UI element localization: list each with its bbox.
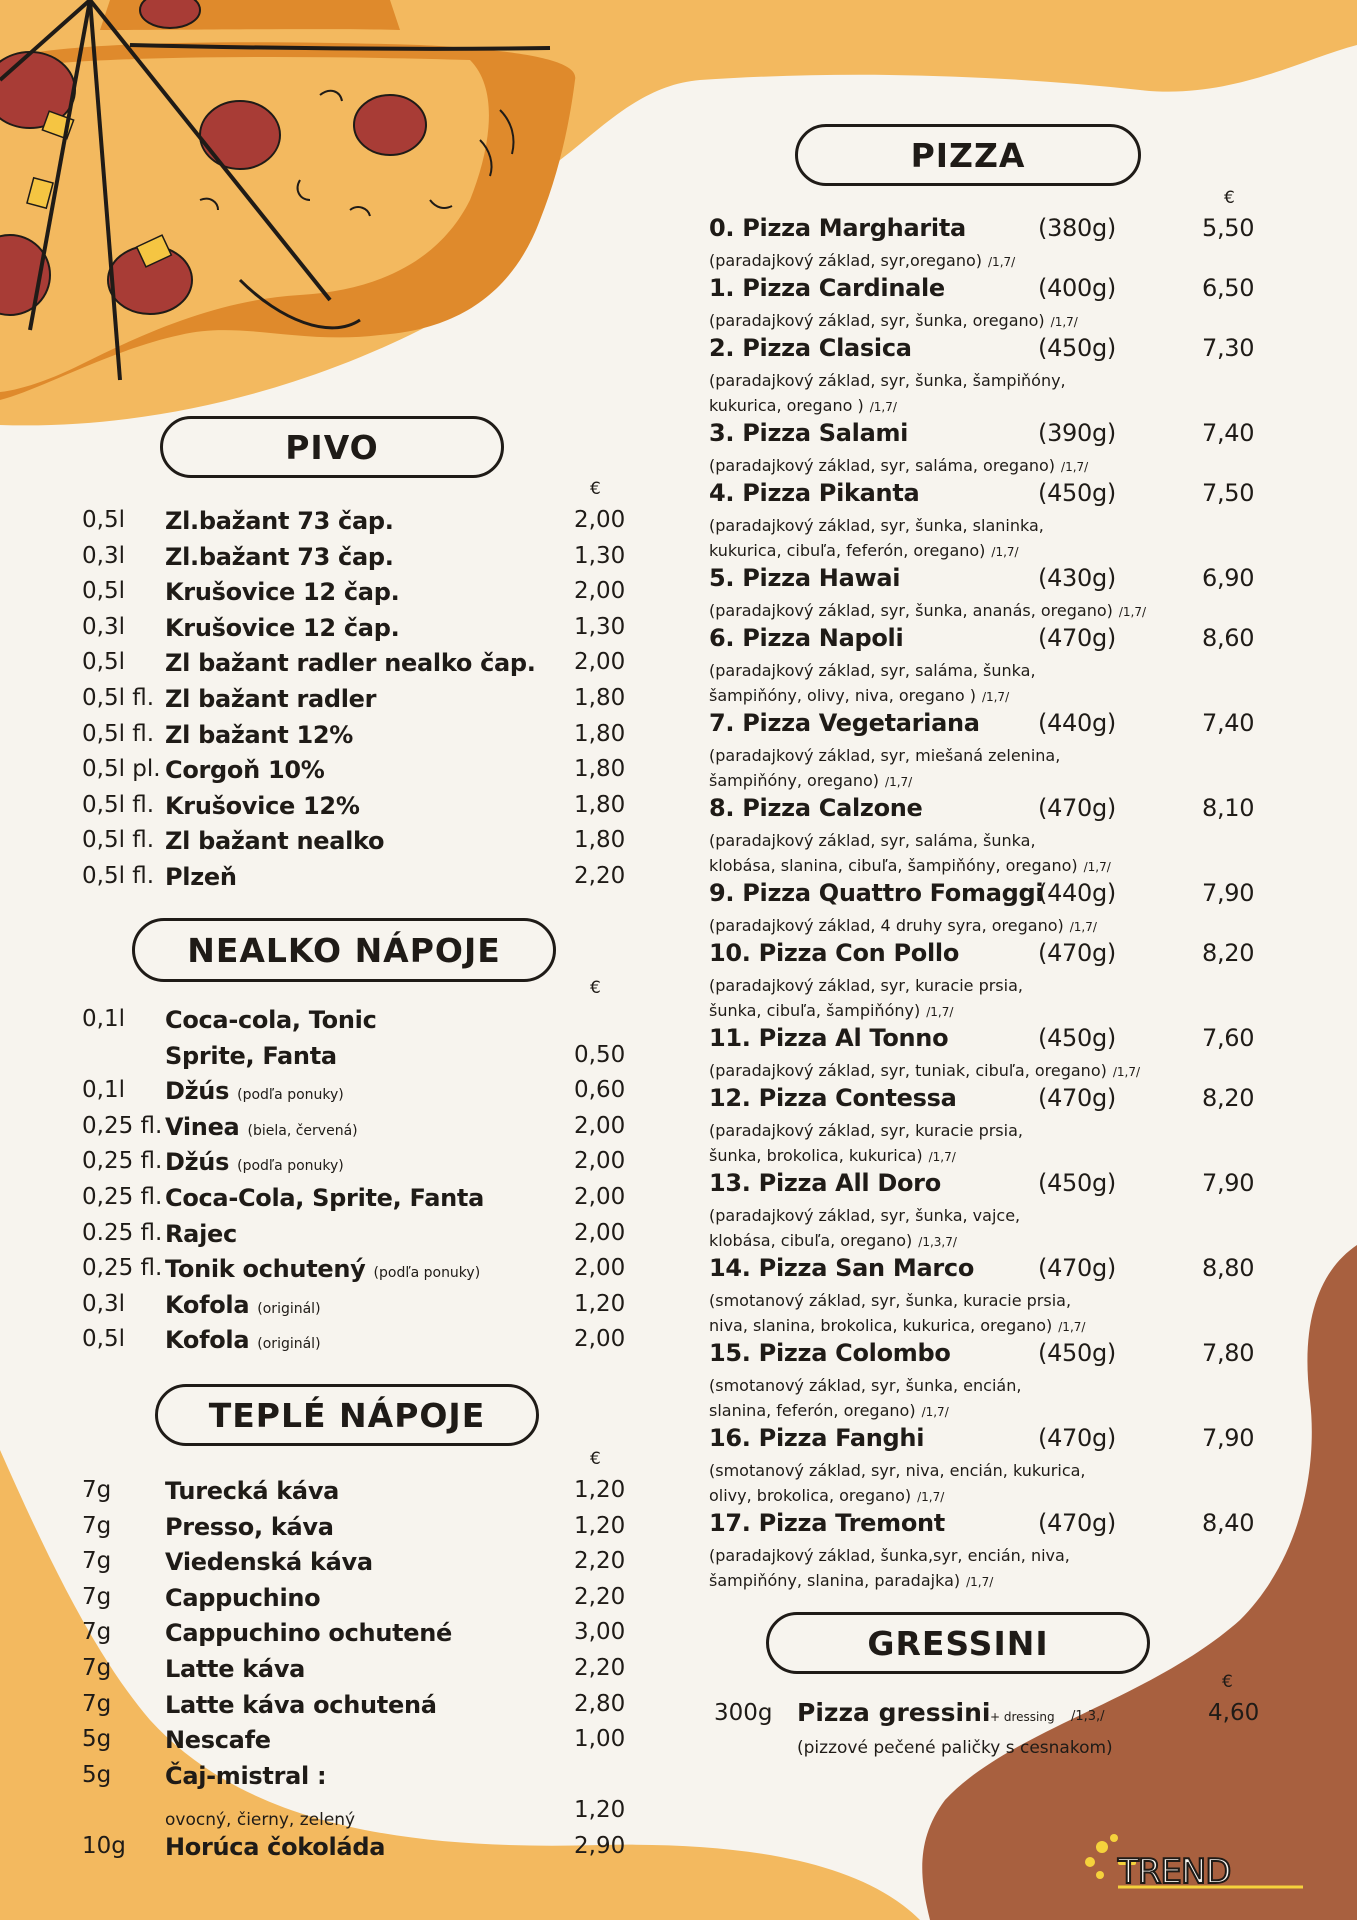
- pizza-description-line: (paradajkový základ, syr, šunka, šampiňóny,: [709, 371, 1066, 390]
- pizza-description: [709, 1458, 1179, 1510]
- gressini-name: Pizza gressini: [797, 1698, 991, 1727]
- teple-name-text: Viedenská káva: [165, 1548, 373, 1577]
- pivo-name-text: Corgoň 10%: [165, 756, 325, 785]
- pivo-name: [165, 792, 360, 820]
- nealko-note: (originál): [257, 1300, 321, 1317]
- pivo-volume: 0,5l: [82, 649, 125, 676]
- gressini-extra: + dressing: [990, 1710, 1055, 1724]
- pizza-weight: (450g): [1038, 1169, 1116, 1197]
- pizza-name: 11. Pizza Al Tonno: [709, 1024, 949, 1052]
- pivo-volume: 0,5l fl.: [82, 684, 155, 711]
- nealko-note: (podľa ponuky): [237, 1158, 344, 1175]
- brand-name: TREND: [1118, 1852, 1231, 1892]
- nealko-volume: 0,25 fl.: [82, 1183, 163, 1210]
- pizza-weight: (450g): [1038, 1024, 1116, 1052]
- teple-name-text: Čaj-mistral :: [165, 1761, 327, 1790]
- pizza-description-line: (paradajkový základ, syr, šunka, slaninka,: [709, 516, 1044, 535]
- nealko-price: 2,00: [574, 1326, 626, 1353]
- pizza-name: 14. Pizza San Marco: [709, 1254, 975, 1282]
- pizza-weight: (470g): [1038, 794, 1116, 822]
- pizza-price: 8,80: [1202, 1254, 1255, 1282]
- pizza-description: [709, 453, 1179, 480]
- pizza-price: 7,30: [1202, 334, 1255, 362]
- pizza-description-line: klobása, slanina, cibuľa, šampiňóny, oregano): [709, 856, 1078, 875]
- teple-name: [165, 1619, 452, 1647]
- pizza-price: 7,40: [1202, 709, 1255, 737]
- pizza-description: [709, 743, 1179, 795]
- pizza-weight: (470g): [1038, 1424, 1116, 1452]
- pizza-allergens: /1,7/: [1069, 920, 1097, 934]
- nealko-name: [165, 1113, 358, 1141]
- pivo-name-text: Zl bažant radler nealko čap.: [165, 649, 536, 678]
- pizza-weight: (470g): [1038, 1084, 1116, 1112]
- teple-price: 3,00: [574, 1619, 626, 1646]
- nealko-name: [165, 1148, 344, 1176]
- pizza-name: 3. Pizza Salami: [709, 419, 909, 447]
- pizza-description-line: kukurica, oregano ): [709, 396, 864, 415]
- teple-currency-symbol: €: [590, 1449, 601, 1469]
- pivo-name: [165, 721, 353, 749]
- pizza-description-line: (paradajkový základ, syr, tuniak, cibuľa, oregano): [709, 1061, 1107, 1080]
- teple-name: [165, 1726, 271, 1754]
- pizza-price: 7,90: [1202, 1424, 1255, 1452]
- gressini-weight: 300g: [714, 1700, 773, 1726]
- nealko-price: 2,00: [574, 1148, 626, 1175]
- teple-price: 2,80: [574, 1690, 626, 1717]
- teple-name-text: Cappuchino ochutené: [165, 1619, 453, 1648]
- pivo-price: 1,80: [574, 827, 626, 854]
- pivo-volume: 0,5l fl.: [82, 862, 155, 889]
- pivo-name: [165, 756, 325, 784]
- pizza-description-line: (paradajkový základ, syr,oregano): [709, 251, 983, 270]
- pizza-description-line: (paradajkový základ, šunka,syr, encián, niva,: [709, 1546, 1070, 1565]
- pizza-weight: (380g): [1038, 214, 1116, 242]
- nealko-section-title: NEALKO NÁPOJE: [132, 918, 556, 982]
- teple-name-text: Presso, káva: [165, 1512, 334, 1541]
- pizza-description-line: (paradajkový základ, syr, saláma, šunka,: [709, 661, 1036, 680]
- pivo-volume: 0,5l pl.: [82, 756, 161, 783]
- nealko-name: [165, 1326, 321, 1354]
- pivo-price: 2,00: [574, 507, 626, 533]
- nealko-name-text: Sprite, Fanta: [165, 1041, 337, 1070]
- teple-name-text: Horúca čokoláda: [165, 1832, 386, 1861]
- teple-price: 2,90: [574, 1832, 626, 1859]
- nealko-price: 2,00: [574, 1255, 626, 1282]
- nealko-name: [165, 1291, 321, 1319]
- teple-name: [165, 1584, 320, 1612]
- pizza-weight: (440g): [1038, 879, 1116, 907]
- pizza-weight: (450g): [1038, 479, 1116, 507]
- pizza-description-line: (paradajkový základ, 4 druhy syra, oregano): [709, 916, 1064, 935]
- pizza-price: 7,90: [1202, 879, 1255, 907]
- pizza-allergens: /1,7/: [1112, 1065, 1141, 1079]
- nealko-name-text: Kofola: [165, 1326, 250, 1355]
- nealko-volume: 0.25 fl.: [82, 1219, 163, 1246]
- pizza-name: 6. Pizza Napoli: [709, 624, 904, 652]
- teple-price: 1,20: [574, 1512, 626, 1539]
- pizza-price: 8,10: [1202, 794, 1255, 822]
- pizza-weight: (400g): [1038, 274, 1116, 302]
- pivo-currency-symbol: €: [590, 479, 601, 499]
- pizza-description-line: šampiňóny, oregano): [709, 771, 880, 790]
- nealko-note: (podľa ponuky): [373, 1265, 481, 1282]
- pizza-description: [709, 1118, 1179, 1170]
- pizza-name: 7. Pizza Vegetariana: [709, 709, 980, 737]
- pizza-allergens: /1,7/: [885, 775, 913, 789]
- pizza-allergens: /1,7/: [926, 1005, 954, 1019]
- pizza-name: 17. Pizza Tremont: [709, 1509, 945, 1537]
- gressini-price: 4,60: [1208, 1700, 1260, 1726]
- pizza-price: 8,20: [1202, 1084, 1255, 1112]
- nealko-price: 2,00: [574, 1183, 626, 1210]
- pivo-price: 1,80: [574, 791, 626, 818]
- pizza-description-line: (smotanový základ, syr, šunka, encián,: [709, 1376, 1022, 1395]
- pivo-name-text: Zl bažant nealko: [165, 827, 385, 856]
- pivo-name-text: Zl.bažant 73 čap.: [165, 507, 394, 535]
- pizza-allergens: /1,7/: [921, 1405, 949, 1419]
- pivo-price: 1,80: [574, 756, 626, 783]
- gressini-description: (pizzové pečené paličky s cesnakom): [797, 1738, 1113, 1758]
- pizza-allergens: /1,7/: [981, 690, 1010, 704]
- pivo-volume: 0,3l: [82, 613, 125, 640]
- pizza-weight: (470g): [1038, 939, 1116, 967]
- pivo-name-text: Krušovice 12 čap.: [165, 613, 400, 642]
- pizza-price: 6,90: [1202, 564, 1255, 592]
- pizza-description: [709, 828, 1179, 880]
- pivo-name: [165, 863, 237, 891]
- teple-name-text: Latte káva ochutená: [165, 1690, 437, 1719]
- pivo-volume: 0,5l fl.: [82, 720, 155, 747]
- pizza-description-line: olivy, brokolica, oregano): [709, 1486, 912, 1505]
- pizza-description: [709, 1203, 1179, 1255]
- pizza-allergens: /1,7/: [1061, 460, 1089, 474]
- nealko-name: [165, 1255, 480, 1283]
- teple-price: 2,20: [574, 1654, 626, 1681]
- pizza-name: 12. Pizza Contessa: [709, 1084, 957, 1112]
- pivo-name: [165, 685, 376, 713]
- teple-name-text: Latte káva: [165, 1654, 306, 1683]
- pizza-name: 15. Pizza Colombo: [709, 1339, 951, 1367]
- nealko-name-text: Coca-Cola, Sprite, Fanta: [165, 1183, 484, 1212]
- pizza-description: [709, 1058, 1179, 1085]
- teple-name: [165, 1691, 437, 1719]
- pizza-description-line: (paradajkový základ, syr, miešaná zelenina,: [709, 746, 1061, 765]
- pizza-price: 8,60: [1202, 624, 1255, 652]
- teple-volume: 7g: [82, 1690, 112, 1717]
- teple-volume: 7g: [82, 1654, 112, 1681]
- teple-price: 2,20: [574, 1583, 626, 1610]
- nealko-volume: 0,25 fl.: [82, 1148, 163, 1175]
- teple-volume: 7g: [82, 1512, 112, 1539]
- pizza-weight: (470g): [1038, 624, 1116, 652]
- pizza-name: 1. Pizza Cardinale: [709, 274, 945, 302]
- nealko-name: [165, 1042, 337, 1070]
- pizza-currency-symbol: €: [1224, 188, 1235, 208]
- pivo-name-text: Plzeň: [165, 862, 237, 891]
- pizza-allergens: /1,7/: [1058, 1320, 1086, 1334]
- teple-price: 1,20: [574, 1477, 626, 1503]
- nealko-price: 2,00: [574, 1112, 626, 1139]
- nealko-price: 0,50: [574, 1041, 626, 1068]
- pizza-weight: (470g): [1038, 1509, 1116, 1537]
- pivo-name-text: Krušovice 12%: [165, 791, 360, 820]
- pizza-description: [709, 913, 1179, 940]
- pivo-volume: 0,5l fl.: [82, 791, 155, 818]
- gressini-section-title: GRESSINI: [766, 1612, 1150, 1674]
- teple-name-text: Turecká káva: [165, 1477, 340, 1505]
- pizza-name: 5. Pizza Hawai: [709, 564, 901, 592]
- pizza-allergens: /1,7/: [1118, 605, 1147, 619]
- teple-name: [165, 1797, 356, 1831]
- nealko-volume: 0,1l: [82, 1006, 125, 1032]
- pizza-weight: (430g): [1038, 564, 1116, 592]
- pivo-volume: 0,3l: [82, 542, 125, 569]
- pizza-description-line: (paradajkový základ, syr, kuracie prsia,: [709, 976, 1023, 995]
- pizza-weight: (450g): [1038, 334, 1116, 362]
- pizza-weight: (390g): [1038, 419, 1116, 447]
- teple-price: 1,20: [574, 1797, 626, 1824]
- pizza-name: 9. Pizza Quattro Fomaggi: [709, 879, 1044, 907]
- pizza-allergens: /1,7/: [1083, 860, 1111, 874]
- nealko-name: [165, 1220, 237, 1248]
- nealko-name-text: Džús: [165, 1077, 230, 1106]
- nealko-name: [165, 1077, 344, 1105]
- pizza-allergens: /1,7/: [988, 255, 1016, 269]
- pizza-allergens: /1,7/: [1050, 315, 1078, 329]
- pizza-description-line: (paradajkový základ, syr, saláma, šunka,: [709, 831, 1036, 850]
- teple-volume: 5g: [82, 1726, 112, 1753]
- pizza-description: [709, 598, 1179, 625]
- pizza-price: 6,50: [1202, 274, 1255, 302]
- teple-volume: 7g: [82, 1619, 112, 1646]
- teple-volume: 7g: [82, 1548, 112, 1575]
- pizza-name: 4. Pizza Pikanta: [709, 479, 920, 507]
- pizza-name: 13. Pizza All Doro: [709, 1169, 941, 1197]
- nealko-name: [165, 1006, 377, 1034]
- teple-name-text: Cappuchino: [165, 1583, 321, 1612]
- nealko-name-text: Vinea: [165, 1112, 240, 1141]
- teple-name-text: ovocný, čierny, zelený: [165, 1810, 356, 1831]
- teple-price: 1,00: [574, 1726, 626, 1753]
- teple-name: [165, 1833, 385, 1861]
- pivo-name-text: Zl.bažant 73 čap.: [165, 542, 394, 571]
- pizza-description-line: šampiňóny, olivy, niva, oregano ): [709, 686, 976, 705]
- pizza-description-line: (paradajkový základ, syr, šunka, vajce,: [709, 1206, 1021, 1225]
- nealko-name-text: Tonik ochutený: [165, 1255, 366, 1284]
- pizza-allergens: /1,7/: [966, 1575, 994, 1589]
- pivo-name-text: Krušovice 12 čap.: [165, 578, 400, 607]
- pivo-section-title: PIVO: [160, 416, 504, 478]
- pizza-weight: (470g): [1038, 1254, 1116, 1282]
- nealko-volume: 0,3l: [82, 1290, 125, 1317]
- pizza-description-line: (paradajkový základ, syr, kuracie prsia,: [709, 1121, 1023, 1140]
- pizza-description: [709, 1288, 1179, 1340]
- pizza-name: 8. Pizza Calzone: [709, 794, 923, 822]
- pizza-price: 7,40: [1202, 419, 1255, 447]
- nealko-price: 1,20: [574, 1290, 626, 1317]
- pizza-allergens: /1,7/: [928, 1150, 956, 1164]
- nealko-price: 0,60: [574, 1077, 626, 1104]
- pizza-name: 0. Pizza Margharita: [709, 214, 966, 242]
- teple-name: [165, 1762, 326, 1790]
- pizza-description-line: (smotanový základ, syr, šunka, kuracie prsia,: [709, 1291, 1072, 1310]
- nealko-volume: 0,1l: [82, 1077, 125, 1104]
- nealko-note: (biela, červená): [247, 1122, 358, 1139]
- pizza-description: [709, 1373, 1179, 1425]
- pivo-name-text: Zl bažant radler: [165, 684, 377, 713]
- pivo-name: [165, 543, 394, 571]
- nealko-note: (originál): [257, 1336, 321, 1353]
- pizza-description: [709, 308, 1179, 335]
- pizza-price: 7,90: [1202, 1169, 1255, 1197]
- nealko-volume: 0,25 fl.: [82, 1255, 163, 1282]
- pivo-name: [165, 507, 394, 535]
- teple-name: [165, 1655, 305, 1683]
- pizza-description: [709, 1543, 1179, 1595]
- nealko-note: (podľa ponuky): [237, 1087, 344, 1104]
- nealko-name-text: Rajec: [165, 1219, 237, 1248]
- pizza-price: 7,50: [1202, 479, 1255, 507]
- pizza-description-line: klobása, cibuľa, oregano): [709, 1231, 913, 1250]
- pizza-section-title: PIZZA: [795, 124, 1141, 186]
- pizza-name: 16. Pizza Fanghi: [709, 1424, 925, 1452]
- teple-volume: 10g: [82, 1832, 126, 1859]
- pivo-price: 2,00: [574, 649, 626, 676]
- pivo-price: 2,00: [574, 578, 626, 605]
- pizza-price: 5,50: [1202, 214, 1255, 242]
- pizza-description-line: (smotanový základ, syr, niva, encián, kukurica,: [709, 1461, 1086, 1480]
- pivo-price: 1,80: [574, 720, 626, 747]
- pizza-price: 8,40: [1202, 1509, 1255, 1537]
- gressini-currency-symbol: €: [1222, 1672, 1233, 1692]
- nealko-name-text: Coca-cola, Tonic: [165, 1006, 377, 1034]
- pizza-description-line: niva, slanina, brokolica, kukurica, oregano): [709, 1316, 1053, 1335]
- pizza-name: 2. Pizza Clasica: [709, 334, 912, 362]
- pizza-description: [709, 658, 1179, 710]
- pivo-volume: 0,5l fl.: [82, 827, 155, 854]
- nealko-price: 2,00: [574, 1219, 626, 1246]
- pizza-description: [709, 513, 1179, 565]
- pivo-price: 1,80: [574, 684, 626, 711]
- pizza-allergens: /1,7/: [917, 1490, 945, 1504]
- pizza-allergens: /1,7/: [869, 400, 897, 414]
- pizza-description: [709, 973, 1179, 1025]
- teple-volume: 7g: [82, 1477, 112, 1503]
- pizza-description: [709, 368, 1179, 420]
- pizza-description-line: kukurica, cibuľa, feferón, oregano): [709, 541, 986, 560]
- pizza-price: 7,60: [1202, 1024, 1255, 1052]
- pizza-description: [709, 248, 1179, 275]
- pivo-price: 1,30: [574, 542, 626, 569]
- teple-name: [165, 1477, 339, 1505]
- nealko-name-text: Kofola: [165, 1290, 250, 1319]
- teple-section-title: TEPLÉ NÁPOJE: [155, 1384, 539, 1446]
- pizza-description-line: (paradajkový základ, syr, šunka, ananás, oregano): [709, 601, 1113, 620]
- teple-volume: 7g: [82, 1583, 112, 1610]
- pivo-volume: 0,5l: [82, 507, 125, 533]
- teple-name: [165, 1548, 373, 1576]
- pizza-price: 7,80: [1202, 1339, 1255, 1367]
- nealko-currency-symbol: €: [590, 978, 601, 998]
- nealko-volume: 0,25 fl.: [82, 1112, 163, 1139]
- pivo-price: 2,20: [574, 862, 626, 889]
- nealko-name-text: Džús: [165, 1148, 230, 1177]
- teple-volume: 5g: [82, 1761, 112, 1788]
- pizza-description-line: (paradajkový základ, syr, šunka, oregano): [709, 311, 1045, 330]
- nealko-volume: 0,5l: [82, 1326, 125, 1353]
- pizza-description-line: (paradajkový základ, syr, saláma, oregano): [709, 456, 1056, 475]
- pizza-price: 8,20: [1202, 939, 1255, 967]
- pizza-name: 10. Pizza Con Pollo: [709, 939, 960, 967]
- gressini-allergens: /1,3,/: [1071, 1709, 1105, 1724]
- pivo-price: 1,30: [574, 613, 626, 640]
- pivo-name: [165, 614, 399, 642]
- pivo-name: [165, 649, 536, 677]
- pizza-description-line: šunka, brokolica, kukurica): [709, 1146, 923, 1165]
- nealko-name: [165, 1184, 484, 1212]
- teple-name-text: Nescafe: [165, 1726, 271, 1755]
- pizza-weight: (440g): [1038, 709, 1116, 737]
- pizza-allergens: /1,3,7/: [918, 1235, 957, 1249]
- teple-price: 2,20: [574, 1548, 626, 1575]
- pivo-name-text: Zl bažant 12%: [165, 720, 353, 749]
- teple-name: [165, 1513, 334, 1541]
- pizza-description-line: šampiňóny, slanina, paradajka): [709, 1571, 961, 1590]
- pizza-description-line: slanina, feferón, oregano): [709, 1401, 916, 1420]
- pizza-description-line: šunka, cibuľa, šampiňóny): [709, 1001, 921, 1020]
- pivo-name: [165, 578, 399, 606]
- pizza-allergens: /1,7/: [991, 545, 1019, 559]
- pizza-weight: (450g): [1038, 1339, 1116, 1367]
- pivo-volume: 0,5l: [82, 578, 125, 605]
- pivo-name: [165, 827, 384, 855]
